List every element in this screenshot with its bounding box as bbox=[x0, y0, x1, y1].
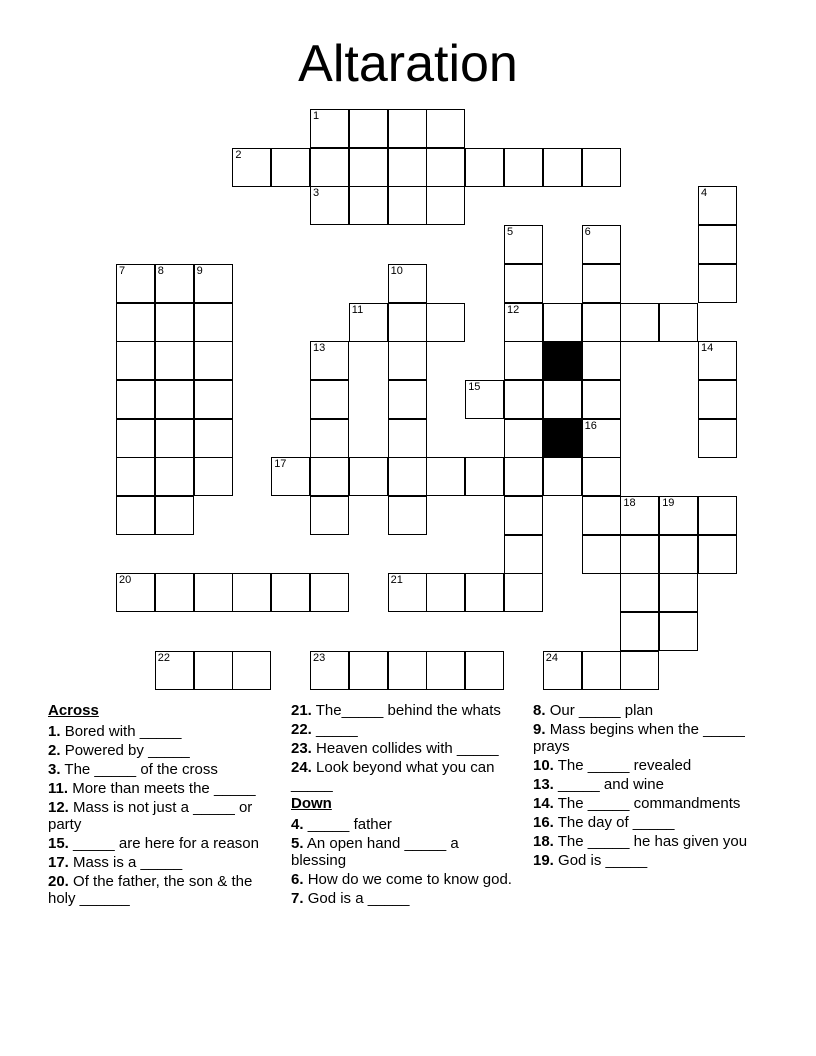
grid-cell[interactable] bbox=[582, 535, 621, 574]
clue-number: 16 bbox=[584, 419, 597, 432]
grid-cell[interactable] bbox=[232, 573, 271, 612]
grid-cell[interactable] bbox=[310, 148, 349, 187]
clue-item bbox=[48, 742, 273, 759]
clue-number: 15 bbox=[468, 380, 481, 393]
grid-cell[interactable] bbox=[620, 496, 659, 535]
clue-number: 22 bbox=[157, 651, 171, 664]
grid-cell[interactable] bbox=[310, 109, 349, 148]
clue-item-number: 6. bbox=[291, 871, 304, 888]
grid-cell[interactable] bbox=[116, 303, 155, 342]
grid-cell[interactable] bbox=[582, 341, 621, 380]
clue-item-text: The _____ of the cross bbox=[64, 761, 218, 778]
grid-cell[interactable] bbox=[116, 341, 155, 380]
grid-cell[interactable] bbox=[388, 186, 427, 225]
grid-cell[interactable] bbox=[582, 303, 621, 342]
clue-number: 7 bbox=[119, 264, 126, 277]
grid-cell[interactable] bbox=[620, 303, 659, 342]
clue-item-text: More than meets the _____ bbox=[72, 780, 256, 797]
grid-cell[interactable] bbox=[349, 303, 388, 342]
grid-cell[interactable] bbox=[116, 380, 155, 419]
grid-cell[interactable] bbox=[310, 186, 349, 225]
clue-item-number: 21. bbox=[291, 702, 312, 719]
clue-item bbox=[291, 721, 516, 738]
grid-cell[interactable] bbox=[194, 419, 233, 458]
grid-cell[interactable] bbox=[582, 148, 621, 187]
clue-item-text: _____ bbox=[316, 721, 358, 738]
grid-cell[interactable] bbox=[194, 457, 233, 496]
clue-number: 5 bbox=[507, 226, 514, 239]
grid-cell[interactable] bbox=[504, 380, 543, 419]
grid-cell[interactable] bbox=[698, 341, 737, 380]
grid-cell[interactable] bbox=[543, 457, 582, 496]
page-title: Altaration bbox=[298, 35, 518, 93]
grid-cell[interactable] bbox=[194, 264, 233, 303]
grid-cell[interactable] bbox=[426, 148, 465, 187]
grid-cell[interactable] bbox=[620, 612, 659, 651]
grid-cell[interactable] bbox=[426, 303, 465, 342]
grid-cell[interactable] bbox=[388, 380, 427, 419]
grid-cell[interactable] bbox=[155, 419, 194, 458]
clue-number: 1 bbox=[313, 110, 320, 122]
clue-number: 6 bbox=[584, 226, 591, 239]
grid-cell[interactable] bbox=[388, 109, 427, 148]
clue-number: 11 bbox=[351, 303, 364, 316]
clue-number: 24 bbox=[545, 651, 559, 664]
clue-item-number: 24. bbox=[291, 759, 312, 776]
grid-cell[interactable] bbox=[465, 651, 504, 690]
clue-number: 17 bbox=[274, 458, 287, 471]
clue-item-number: 17. bbox=[48, 854, 69, 871]
grid-cell[interactable] bbox=[504, 535, 543, 574]
grid-cell[interactable] bbox=[194, 341, 233, 380]
clue-item bbox=[533, 852, 758, 869]
grid-cell[interactable] bbox=[504, 496, 543, 535]
clue-item-text: Mass is not just a _____ or party bbox=[48, 799, 253, 833]
grid-cell[interactable] bbox=[155, 341, 194, 380]
grid-cell[interactable] bbox=[465, 148, 504, 187]
clue-item bbox=[291, 759, 516, 793]
grid-cell[interactable] bbox=[116, 457, 155, 496]
clue-item-number: 20. bbox=[48, 873, 69, 890]
clue-item-number: 14. bbox=[533, 795, 554, 812]
grid-cell[interactable] bbox=[504, 148, 543, 187]
clue-item-number: 16. bbox=[533, 814, 554, 831]
clue-item bbox=[48, 873, 273, 907]
grid-cell[interactable] bbox=[698, 419, 737, 458]
clue-item-text: Mass is a _____ bbox=[73, 854, 183, 871]
clue-item-text: God is a _____ bbox=[307, 890, 410, 907]
clue-item-number: 12. bbox=[48, 799, 69, 816]
clue-number: 14 bbox=[701, 342, 714, 355]
grid-cell[interactable] bbox=[116, 496, 155, 535]
grid-cell[interactable] bbox=[155, 380, 194, 419]
grid-cell[interactable] bbox=[388, 341, 427, 380]
grid-cell[interactable] bbox=[582, 225, 621, 264]
clue-number: 10 bbox=[390, 264, 403, 277]
grid-cell[interactable] bbox=[504, 303, 543, 342]
clue-item-number: 3. bbox=[48, 761, 61, 778]
across-clues-column bbox=[48, 702, 273, 909]
clue-item-text: _____ and wine bbox=[558, 776, 664, 793]
clue-item-number: 13. bbox=[533, 776, 554, 793]
clue-item-number: 9. bbox=[533, 721, 546, 738]
grid-cell[interactable] bbox=[310, 651, 349, 690]
grid-cell[interactable] bbox=[310, 496, 349, 535]
grid-cell[interactable] bbox=[465, 573, 504, 612]
grid-cell[interactable] bbox=[426, 573, 465, 612]
grid-cell[interactable] bbox=[659, 496, 698, 535]
grid-cell[interactable] bbox=[310, 380, 349, 419]
clue-number: 23 bbox=[313, 651, 326, 664]
clue-item-text: _____ are here for a reason bbox=[73, 835, 259, 852]
grid-cell[interactable] bbox=[349, 651, 388, 690]
clue-item bbox=[48, 835, 273, 852]
grid-cell[interactable] bbox=[620, 573, 659, 612]
clue-item-number: 4. bbox=[291, 816, 304, 833]
grid-cell[interactable] bbox=[349, 457, 388, 496]
clue-item-number: 10. bbox=[533, 757, 554, 774]
grid-cell[interactable] bbox=[310, 457, 349, 496]
clue-number: 9 bbox=[196, 264, 203, 277]
clue-item-number: 18. bbox=[533, 833, 554, 850]
grid-cell[interactable] bbox=[155, 573, 194, 612]
grid-cell[interactable] bbox=[349, 148, 388, 187]
clue-item bbox=[291, 816, 516, 833]
clue-number: 19 bbox=[662, 497, 675, 509]
clue-item-number: 23. bbox=[291, 740, 312, 757]
grid-cell[interactable] bbox=[698, 380, 737, 419]
clue-number: 2 bbox=[235, 148, 242, 161]
grid-cell[interactable] bbox=[271, 457, 310, 496]
grid-cell[interactable] bbox=[582, 419, 621, 458]
grid-cell[interactable] bbox=[465, 457, 504, 496]
grid-cell[interactable] bbox=[543, 148, 582, 187]
clue-number: 13 bbox=[313, 342, 326, 355]
grid-cell[interactable] bbox=[388, 573, 427, 612]
clue-item-text: Bored with _____ bbox=[64, 723, 182, 740]
clue-item-text: The _____ commandments bbox=[557, 795, 741, 812]
clue-number: 4 bbox=[701, 187, 708, 200]
clue-item bbox=[533, 721, 758, 755]
clue-number: 20 bbox=[119, 574, 132, 587]
clue-number: 18 bbox=[623, 497, 636, 509]
grid-cell[interactable] bbox=[271, 148, 310, 187]
grid-cell[interactable] bbox=[426, 186, 465, 225]
grid-cell[interactable] bbox=[504, 264, 543, 303]
black-square bbox=[543, 419, 582, 458]
grid-cell[interactable] bbox=[116, 264, 155, 303]
clue-item-number: 2. bbox=[48, 742, 61, 759]
mixed-clues-column bbox=[291, 702, 516, 909]
clue-item-text: Of the father, the son & the holy ______ bbox=[48, 873, 253, 907]
clue-item-text: God is _____ bbox=[558, 852, 648, 869]
grid-cell[interactable] bbox=[155, 303, 194, 342]
grid-cell[interactable] bbox=[543, 380, 582, 419]
clue-item bbox=[291, 835, 516, 869]
grid-cell[interactable] bbox=[426, 109, 465, 148]
grid-cell[interactable] bbox=[582, 496, 621, 535]
grid-cell[interactable] bbox=[116, 573, 155, 612]
clue-item bbox=[48, 854, 273, 871]
clue-item bbox=[48, 799, 273, 833]
clue-item-text: Heaven collides with _____ bbox=[316, 740, 499, 757]
grid-cell[interactable] bbox=[582, 380, 621, 419]
down-header: Down bbox=[291, 795, 332, 812]
down-clues-column bbox=[533, 702, 758, 871]
grid-cell[interactable] bbox=[543, 651, 582, 690]
clue-item-text: _____ father bbox=[307, 816, 392, 833]
clue-number: 3 bbox=[313, 187, 320, 200]
grid-cell[interactable] bbox=[504, 419, 543, 458]
clue-item-text: Powered by _____ bbox=[64, 742, 190, 759]
grid-cell[interactable] bbox=[582, 264, 621, 303]
clue-item-number: 15. bbox=[48, 835, 69, 852]
grid-cell[interactable] bbox=[349, 109, 388, 148]
grid-cell[interactable] bbox=[504, 457, 543, 496]
grid-cell[interactable] bbox=[349, 186, 388, 225]
clue-item-text: How do we come to know god. bbox=[307, 871, 512, 888]
black-square bbox=[543, 341, 582, 380]
grid-cell[interactable] bbox=[620, 651, 659, 690]
grid-cell[interactable] bbox=[698, 264, 737, 303]
grid-cell[interactable] bbox=[698, 186, 737, 225]
clue-item bbox=[291, 702, 516, 719]
clue-number: 8 bbox=[157, 264, 164, 277]
grid-cell[interactable] bbox=[155, 496, 194, 535]
grid-cell[interactable] bbox=[232, 148, 271, 187]
grid-cell[interactable] bbox=[543, 303, 582, 342]
clue-item bbox=[48, 780, 273, 797]
grid-cell[interactable] bbox=[698, 225, 737, 264]
clue-item-text: The _____ revealed bbox=[557, 757, 692, 774]
clue-item bbox=[533, 757, 758, 774]
grid-cell[interactable] bbox=[116, 419, 155, 458]
clue-item-text: Our _____ plan bbox=[549, 702, 654, 719]
grid-cell[interactable] bbox=[271, 573, 310, 612]
clue-item-text: The_____ behind the whats bbox=[315, 702, 501, 719]
grid-cell[interactable] bbox=[155, 651, 194, 690]
clue-item-text: Mass begins when the _____ prays bbox=[533, 721, 745, 755]
clue-item-text: An open hand _____ a blessing bbox=[291, 835, 459, 869]
clue-number: 21 bbox=[390, 574, 403, 587]
clue-item-number: 11. bbox=[48, 780, 69, 797]
clue-item-number: 5. bbox=[291, 835, 304, 852]
clue-item-number: 22. bbox=[291, 721, 312, 738]
clue-item-number: 8. bbox=[533, 702, 546, 719]
grid-cell[interactable] bbox=[388, 303, 427, 342]
grid-cell[interactable] bbox=[388, 264, 427, 303]
clue-item-number: 19. bbox=[533, 852, 554, 869]
clue-item-text: The _____ he has given you bbox=[557, 833, 748, 850]
grid-cell[interactable] bbox=[426, 651, 465, 690]
grid-cell[interactable] bbox=[388, 496, 427, 535]
clue-number: 12 bbox=[507, 303, 520, 316]
grid-cell[interactable] bbox=[698, 535, 737, 574]
grid-cell[interactable] bbox=[426, 457, 465, 496]
grid-cell[interactable] bbox=[465, 380, 504, 419]
grid-cell[interactable] bbox=[582, 457, 621, 496]
clue-item-number: 7. bbox=[291, 890, 304, 907]
clue-item bbox=[48, 761, 273, 778]
grid-cell[interactable] bbox=[194, 573, 233, 612]
grid-cell[interactable] bbox=[194, 651, 233, 690]
clue-item bbox=[533, 795, 758, 812]
clue-item-number: 1. bbox=[48, 723, 61, 740]
clue-item bbox=[291, 740, 516, 757]
grid-cell[interactable] bbox=[388, 419, 427, 458]
grid-cell[interactable] bbox=[388, 651, 427, 690]
clue-item-text: The day of _____ bbox=[557, 814, 675, 831]
grid-cell[interactable] bbox=[659, 573, 698, 612]
grid-cell[interactable] bbox=[310, 341, 349, 380]
grid-cell[interactable] bbox=[620, 535, 659, 574]
grid-cell[interactable] bbox=[504, 341, 543, 380]
grid-cell[interactable] bbox=[504, 225, 543, 264]
grid-cell[interactable] bbox=[388, 148, 427, 187]
grid-cell[interactable] bbox=[582, 651, 621, 690]
grid-cell[interactable] bbox=[194, 380, 233, 419]
grid-cell[interactable] bbox=[698, 496, 737, 535]
clue-item-text: Look beyond what you can _____ bbox=[291, 759, 495, 793]
clue-item bbox=[533, 776, 758, 793]
clue-item bbox=[48, 723, 273, 740]
across-header: Across bbox=[48, 702, 99, 719]
grid-cell[interactable] bbox=[504, 573, 543, 612]
grid-cell[interactable] bbox=[232, 651, 271, 690]
clue-item bbox=[291, 871, 516, 888]
grid-cell[interactable] bbox=[155, 457, 194, 496]
clue-item bbox=[291, 890, 516, 907]
grid-cell[interactable] bbox=[155, 264, 194, 303]
grid-cell[interactable] bbox=[659, 303, 698, 342]
grid-cell[interactable] bbox=[310, 419, 349, 458]
grid-cell[interactable] bbox=[194, 303, 233, 342]
grid-cell[interactable] bbox=[659, 535, 698, 574]
clue-item bbox=[533, 833, 758, 850]
grid-cell[interactable] bbox=[388, 457, 427, 496]
clue-item bbox=[533, 814, 758, 831]
grid-cell[interactable] bbox=[659, 612, 698, 651]
grid-cell[interactable] bbox=[310, 573, 349, 612]
clue-item bbox=[533, 702, 758, 719]
